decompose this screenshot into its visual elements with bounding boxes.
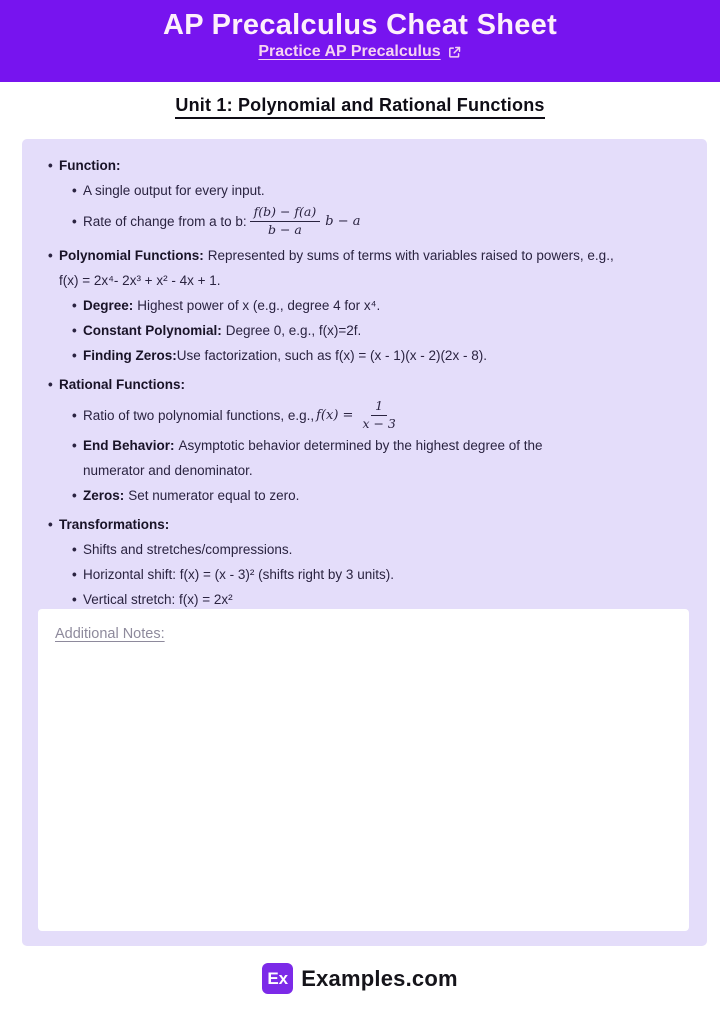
bullet-icon — [72, 318, 83, 343]
rational-zeros-label: Zeros: — [83, 488, 125, 503]
page-title: AP Precalculus Cheat Sheet — [162, 9, 558, 41]
cheat-sheet-content — [22, 139, 707, 612]
list-item — [22, 562, 707, 587]
list-item-rational-heading — [22, 372, 707, 397]
bullet-icon — [72, 562, 83, 587]
list-item-ratio — [22, 397, 707, 433]
bullet-icon — [48, 512, 59, 537]
rational-heading: Rational Functions: — [59, 377, 185, 392]
footer — [0, 963, 720, 994]
list-item-finding-zeros — [22, 343, 707, 368]
list-item-end-behavior — [22, 433, 707, 483]
practice-link-row — [0, 43, 720, 61]
degree-text: Highest power of x (e.g., degree 4 for x⁴. — [137, 298, 381, 313]
end-behavior-label: End Behavior: — [83, 438, 175, 453]
end-behavior-text-line1: Asymptotic behavior determined by the highest degree of the — [178, 438, 543, 453]
bullet-icon — [72, 178, 83, 203]
list-item-rational-zeros — [22, 483, 707, 508]
list-item-transformations-heading — [22, 512, 707, 537]
bullet-icon — [72, 483, 83, 508]
bullet-icon — [48, 153, 59, 178]
list-item — [22, 537, 707, 562]
additional-notes-box — [38, 609, 689, 931]
list-item-constant-polynomial — [22, 318, 707, 343]
function-item1: A single output for every input. — [83, 183, 265, 198]
degree-label: Degree: — [83, 298, 134, 313]
unit-title-row — [0, 95, 720, 119]
bullet-icon — [72, 433, 83, 458]
header-banner — [0, 0, 720, 82]
ratio-math-lead: f(x) = — [316, 407, 354, 423]
finding-zeros-text: Use factorization, such as f(x) = (x - 1)(x - 2)(2x - 8). — [176, 348, 487, 363]
unit-title: Unit 1: Polynomial and Rational Functions — [175, 95, 544, 119]
practice-link[interactable] — [258, 43, 461, 61]
fraction-numerator: 1 — [371, 398, 387, 415]
list-item-degree — [22, 293, 707, 318]
function-heading: Function: — [59, 158, 121, 173]
practice-link-label: Practice AP Precalculus — [258, 43, 441, 60]
ratio-fraction — [358, 398, 399, 432]
rational-zeros-text: Set numerator equal to zero. — [128, 488, 300, 503]
transformations-heading: Transformations: — [59, 517, 170, 532]
end-behavior-text-line2: numerator and denominator. — [83, 463, 253, 478]
bullet-icon — [72, 343, 83, 368]
polynomial-equation-line — [22, 268, 707, 293]
rate-fraction — [250, 204, 321, 238]
list-item-function-heading — [22, 153, 707, 178]
transformations-item1: Shifts and stretches/compressions. — [83, 542, 293, 557]
bullet-icon — [72, 537, 83, 562]
cheat-sheet-panel — [22, 139, 707, 946]
fraction-denominator: b − a — [267, 221, 302, 237]
transformations-item2: Horizontal shift: f(x) = (x - 3)² (shifts right by 3 units). — [83, 567, 394, 582]
polynomial-heading-rest: Represented by sums of terms with variables raised to powers, e.g., — [207, 248, 614, 263]
fraction-denominator: x − 3 — [362, 415, 396, 431]
rate-suffix: b − a — [325, 213, 361, 229]
polynomial-equation: f(x) = 2x⁴- 2x³ + x² - 4x + 1. — [59, 273, 221, 288]
bullet-icon — [48, 243, 59, 268]
list-item-polynomial-heading — [22, 243, 707, 268]
bullet-icon — [72, 293, 83, 318]
transformations-item3: Vertical stretch: f(x) = 2x² — [83, 592, 233, 607]
bullet-icon — [48, 372, 59, 397]
examples-logo-icon — [262, 963, 293, 994]
external-link-icon — [447, 45, 462, 60]
polynomial-heading: Polynomial Functions: — [59, 248, 204, 263]
fraction-numerator: f(b) − f(a) — [250, 204, 321, 221]
constant-label: Constant Polynomial: — [83, 323, 222, 338]
rate-prefix: Rate of change from a to b: — [83, 213, 247, 229]
additional-notes-label: Additional Notes: — [55, 626, 165, 642]
site-name: Examples.com — [301, 965, 458, 991]
bullet-icon — [72, 403, 83, 428]
constant-text: Degree 0, e.g., f(x)=2f. — [225, 323, 362, 338]
finding-zeros-label: Finding Zeros: — [83, 348, 177, 363]
ratio-prefix: Ratio of two polynomial functions, e.g., — [83, 407, 315, 423]
list-item-rate-of-change — [22, 203, 707, 239]
list-item — [22, 178, 707, 203]
logo-text: Ex — [267, 968, 289, 988]
bullet-icon — [72, 209, 83, 234]
